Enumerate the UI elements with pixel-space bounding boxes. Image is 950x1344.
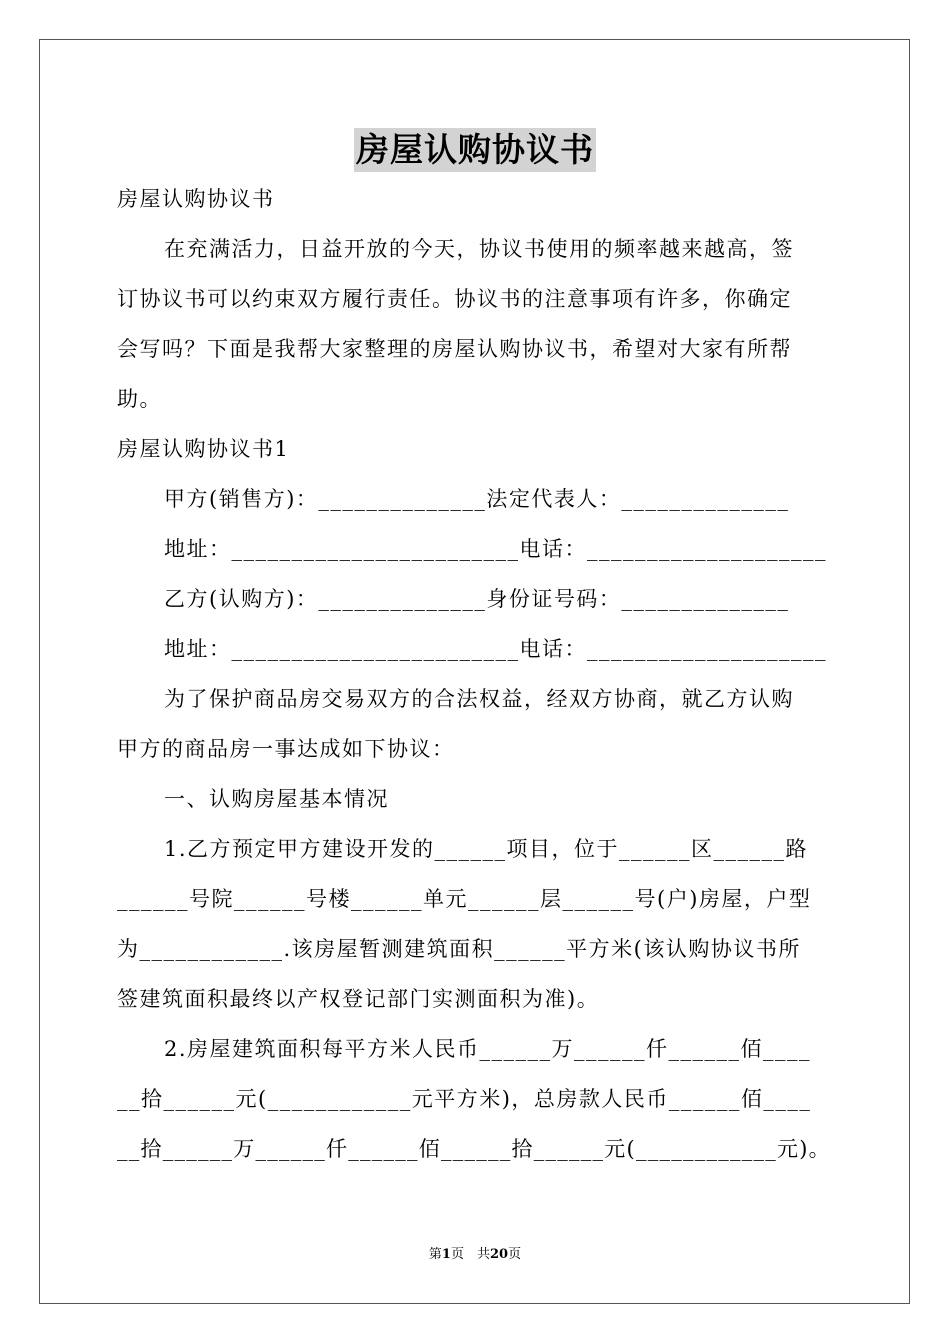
footer-current-page: 1 bbox=[441, 1247, 451, 1262]
intro-line-4: 助。 bbox=[117, 387, 162, 411]
intro-line-3: 会写吗？下面是我帮大家整理的房屋认购协议书，希望对大家有所帮 bbox=[117, 337, 792, 361]
clause-heading-1: 一、认购房屋基本情况 bbox=[164, 787, 389, 811]
preamble-line-1: 为了保护商品房交易双方的合法权益，经双方协商，就乙方认购 bbox=[164, 687, 794, 711]
footer-total-pages: 20 bbox=[489, 1247, 509, 1262]
section-heading-1: 房屋认购协议书1 bbox=[117, 437, 290, 461]
page-border bbox=[39, 39, 910, 1304]
party-a-address-line: 地址：________________________电话：____________________ bbox=[164, 537, 827, 561]
title-container bbox=[0, 128, 950, 172]
footer-suffix: 页 bbox=[508, 1247, 522, 1262]
clause-1-line-3: 为____________.该房屋暂测建筑面积______平方米(该认购协议书所 bbox=[117, 937, 801, 961]
intro-line-2: 订协议书可以约束双方履行责任。协议书的注意事项有许多，你确定 bbox=[117, 287, 792, 311]
clause-1-line-1: 1.乙方预定甲方建设开发的______项目，位于______区______路 bbox=[164, 837, 809, 861]
footer-prefix: 第 bbox=[428, 1247, 442, 1262]
clause-2-line-2: __拾______元(____________元平方米)，总房款人民币______佰____ bbox=[117, 1087, 812, 1111]
party-a-line: 甲方(销售方)：______________法定代表人：______________ bbox=[164, 487, 790, 511]
subtitle: 房屋认购协议书 bbox=[117, 187, 275, 211]
clause-2-line-3: __拾______万______仟______佰______拾______元(____________元)。 bbox=[117, 1137, 831, 1161]
intro-line-1: 在充满活力，日益开放的今天，协议书使用的频率越来越高，签 bbox=[164, 237, 794, 261]
document-title: 房屋认购协议书 bbox=[354, 128, 596, 172]
clause-1-line-2: ______号院______号楼______单元______层______号(户)房屋，户型 bbox=[117, 887, 812, 911]
preamble-line-2: 甲方的商品房一事达成如下协议： bbox=[117, 737, 455, 761]
clause-2-line-1: 2.房屋建筑面积每平方米人民币______万______仟______佰____ bbox=[164, 1037, 812, 1061]
page-footer bbox=[0, 1246, 950, 1264]
party-b-address-line: 地址：________________________电话：____________________ bbox=[164, 637, 827, 661]
party-b-line: 乙方(认购方)：______________身份证号码：______________ bbox=[164, 587, 790, 611]
clause-1-line-4: 签建筑面积最终以产权登记部门实测面积为准)。 bbox=[117, 987, 600, 1011]
footer-mid: 页 共 bbox=[450, 1247, 490, 1262]
